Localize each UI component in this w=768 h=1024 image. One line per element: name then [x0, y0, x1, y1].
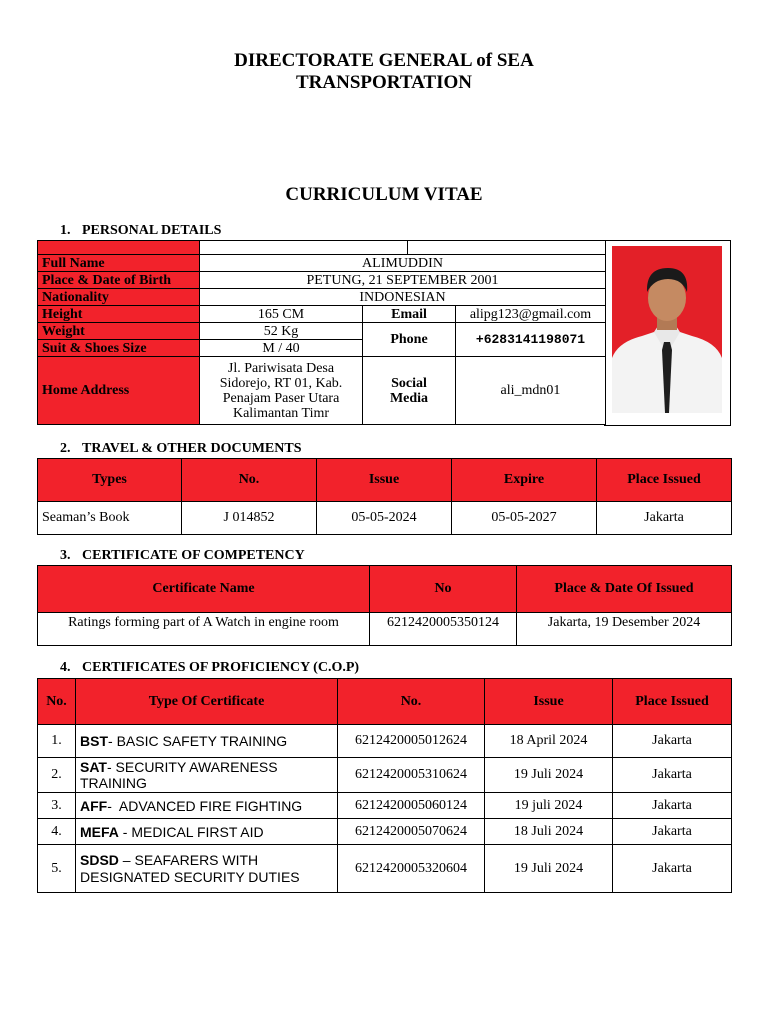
org-title-line2: TRANSPORTATION [296, 72, 472, 93]
table-row [38, 613, 732, 646]
birth-label: Place & Date of Birth [38, 272, 200, 289]
travel-cell-expire: 05-05-2027 [452, 502, 597, 535]
portrait-photo [612, 246, 722, 413]
social-media-value: ali_mdn01 [456, 357, 606, 425]
social-media-label: Social Media [363, 357, 456, 425]
address-value: Jl. Pariwisata Desa Sidorejo, RT 01, Kab. Penajam Paser Utara Kalimantan Timr [200, 357, 363, 425]
competency-header: Certificate Name [38, 566, 370, 613]
phone-value: +6283141198071 [456, 323, 606, 357]
travel-cell-no: J 014852 [182, 502, 317, 535]
email-label: Email [363, 306, 456, 323]
proficiency-cell-type: AFF- ADVANCED FIRE FIGHTING [76, 793, 338, 819]
nationality-label: Nationality [38, 289, 200, 306]
section-proficiency-heading: 4. CERTIFICATES OF PROFICIENCY (C.O.P) [60, 660, 360, 675]
table-row: 1. BST- BASIC SAFETY TRAINING 6212420005012624 18 April 2024 Jakarta [38, 725, 732, 758]
proficiency-header: Type Of Certificate [76, 679, 338, 725]
birth-value: PETUNG, 21 SEPTEMBER 2001 [200, 272, 606, 289]
section-competency-heading: 3. CERTIFICATE OF COMPETENCY [60, 548, 305, 563]
cv-title: CURRICULUM VITAE [285, 184, 483, 205]
proficiency-cell-type: SDSD – SEAFARERS WITH DESIGNATED SECURITY DUTIES [76, 845, 338, 893]
travel-cell-type: Seaman’s Book [38, 502, 182, 535]
proficiency-table [37, 678, 732, 893]
weight-value: 52 Kg [200, 323, 363, 340]
proficiency-header: Place Issued [613, 679, 732, 725]
address-label: Home Address [38, 357, 200, 425]
table-row: 3. AFF- ADVANCED FIRE FIGHTING 6212420005060124 19 juli 2024 Jakarta [38, 793, 732, 819]
org-title-line1: DIRECTORATE GENERAL of SEA [234, 50, 534, 71]
competency-header: Place & Date Of Issued [517, 566, 732, 613]
travel-cell-place: Jakarta [597, 502, 732, 535]
weight-label: Weight [38, 323, 200, 340]
competency-cell-name: Ratings forming part of A Watch in engine room [38, 613, 370, 646]
travel-documents-table [37, 458, 732, 535]
competency-cell-place-date: Jakarta, 19 Desember 2024 [517, 613, 732, 646]
nationality-value: INDONESIAN [200, 289, 606, 306]
proficiency-cell-type: BST- BASIC SAFETY TRAINING [76, 725, 338, 758]
phone-label: Phone [363, 323, 456, 357]
table-row: 5. SDSD – SEAFARERS WITH DESIGNATED SECURITY DUTIES 6212420005320604 19 Juli 2024 Jakarta [38, 845, 732, 893]
proficiency-header: No. [338, 679, 485, 725]
travel-header: Issue [317, 459, 452, 502]
table-row: 2. SAT- SECURITY AWARENESS TRAINING 6212420005310624 19 Juli 2024 Jakarta [38, 758, 732, 793]
proficiency-header: Issue [485, 679, 613, 725]
proficiency-cell-type: MEFA - MEDICAL FIRST AID [76, 819, 338, 845]
personal-details-table [37, 240, 606, 425]
suit-value: M / 40 [200, 340, 363, 357]
travel-header: Types [38, 459, 182, 502]
full-name-value: ALIMUDDIN [200, 255, 606, 272]
travel-header: Expire [452, 459, 597, 502]
table-row [38, 502, 732, 535]
travel-header: Place Issued [597, 459, 732, 502]
section-personal-heading: 1. PERSONAL DETAILS [60, 223, 222, 238]
travel-header: No. [182, 459, 317, 502]
competency-cell-no: 6212420005350124 [370, 613, 517, 646]
height-label: Height [38, 306, 200, 323]
proficiency-header: No. [38, 679, 76, 725]
section-travel-heading: 2. TRAVEL & OTHER DOCUMENTS [60, 441, 302, 456]
proficiency-cell-type: SAT- SECURITY AWARENESS TRAINING [76, 758, 338, 793]
travel-cell-issue: 05-05-2024 [317, 502, 452, 535]
competency-header: No [370, 566, 517, 613]
full-name-label: Full Name [38, 255, 200, 272]
table-row: 4. MEFA - MEDICAL FIRST AID 6212420005070624 18 Juli 2024 Jakarta [38, 819, 732, 845]
email-value: alipg123@gmail.com [456, 306, 606, 323]
suit-label: Suit & Shoes Size [38, 340, 200, 357]
competency-table [37, 565, 732, 646]
height-value: 165 CM [200, 306, 363, 323]
